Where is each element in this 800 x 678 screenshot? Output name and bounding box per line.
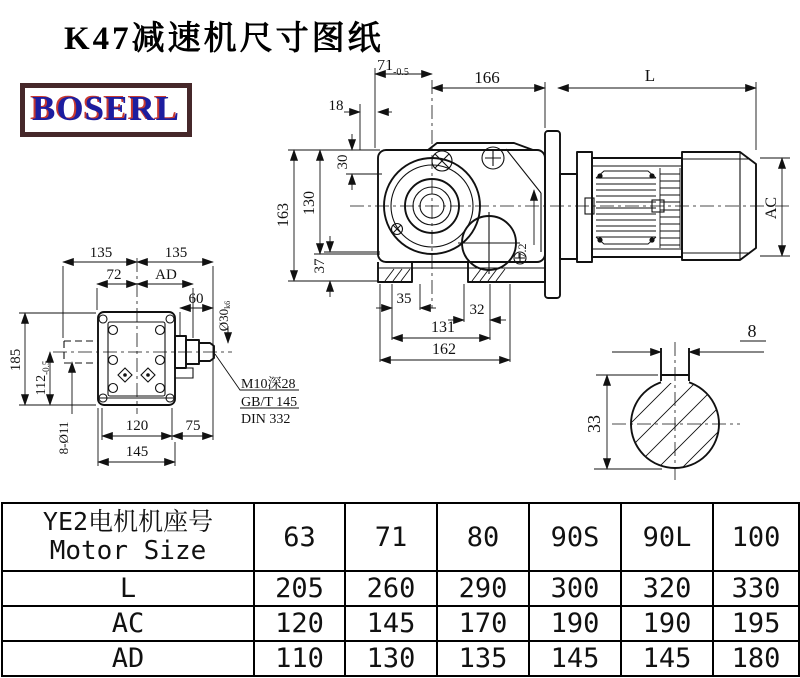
shaft-section: [584, 321, 794, 500]
dim-112-tol: -0.5: [41, 360, 51, 375]
technical-drawing: [0, 60, 800, 500]
L-90S: 300: [529, 571, 621, 606]
L-63: 205: [254, 571, 345, 606]
dim-35: [376, 284, 436, 340]
dimension-table: [1, 502, 800, 677]
motor-size-header-en: Motor Size: [49, 536, 207, 567]
dim-166: [432, 68, 545, 128]
size-col-71: 71: [345, 503, 437, 571]
dim-162-label: 162: [432, 341, 456, 358]
AC-63: 120: [254, 606, 345, 641]
dim-185-label: 185: [8, 348, 24, 372]
dim-112: [34, 352, 51, 405]
AD-90L: 145: [621, 641, 713, 676]
L-80: 290: [437, 571, 529, 606]
dim-32-label: 32: [469, 302, 485, 318]
dim-163-label: 163: [275, 203, 292, 227]
dim-30k6-label: [216, 301, 232, 331]
dim-33: [584, 375, 662, 469]
table-row-AD: [2, 641, 799, 676]
size-col-80: 80: [437, 503, 529, 571]
dim-7-2: [515, 190, 534, 259]
front-bolts: [99, 315, 174, 402]
gearbox-motor-flange: [545, 131, 560, 298]
motor-size-header-cn: YE2电机机座号: [42, 507, 214, 537]
dim-135-135: [63, 245, 213, 440]
L-71: 260: [345, 571, 437, 606]
dim-30k6-value: Ø30: [216, 308, 231, 332]
dim-120-75: [102, 408, 213, 440]
dim-AC-label: AC: [763, 196, 780, 220]
dim-71-value: 71: [377, 60, 394, 74]
housing-top-boss: [428, 143, 533, 150]
adapter-neck: [560, 174, 577, 259]
size-col-90S: 90S: [529, 503, 621, 571]
dim-135-left-label: 135: [89, 245, 113, 261]
dim-131: [392, 319, 490, 338]
dim-AC: [760, 158, 790, 256]
AD-90S: 145: [529, 641, 621, 676]
dim-72-label: 72: [106, 267, 122, 283]
dim-131-label: 131: [431, 319, 455, 336]
note-gbt145: GB/T 145: [241, 395, 298, 410]
side-view: [275, 60, 790, 362]
dim-37: [312, 236, 380, 297]
AD-80: 135: [437, 641, 529, 676]
dim-166-label: 166: [474, 68, 500, 87]
dim-8d11-label: 8-Ø11: [56, 421, 71, 455]
dim-71-label: [377, 60, 409, 78]
AD-63: 110: [254, 641, 345, 676]
dim-120-label: 120: [125, 418, 149, 434]
dim-L-label: L: [644, 66, 656, 85]
dim-7-2-label: 7.2: [515, 243, 529, 259]
page-title: K47减速机尺寸图纸: [64, 21, 384, 57]
size-col-63: 63: [254, 503, 345, 571]
AC-90S: 190: [529, 606, 621, 641]
row-label-AC: AC: [2, 606, 254, 641]
dim-185: [8, 313, 96, 405]
motor-body: [592, 158, 682, 257]
row-label-AD: AD: [2, 641, 254, 676]
front-view: [8, 245, 299, 466]
dimension-table-wrap: [1, 502, 798, 677]
table-row-AC: [2, 606, 799, 641]
front-output-shaft: [175, 336, 214, 378]
dim-30k6: [216, 301, 232, 343]
L-90L: 320: [621, 571, 713, 606]
L-100: 330: [713, 571, 799, 606]
dim-33-label: 33: [584, 415, 604, 433]
brand-logo-text: BOSERL: [32, 89, 180, 128]
dim-71-tol: -0.5: [393, 67, 409, 78]
dim-30k6-tol: k6: [223, 300, 232, 309]
dim-30-label: 30: [335, 154, 351, 170]
dim-AD-label: AD: [155, 267, 177, 283]
dim-37-label: 37: [312, 258, 328, 274]
table-header-row: [2, 503, 799, 571]
AD-100: 180: [713, 641, 799, 676]
dim-60: [180, 291, 213, 336]
AC-71: 145: [345, 606, 437, 641]
dim-key-8-label: 8: [747, 321, 757, 341]
note-m10: M10深28: [241, 377, 296, 392]
size-col-100: 100: [713, 503, 799, 571]
dim-135-right-label: 135: [164, 245, 188, 261]
dim-75-label: 75: [185, 418, 201, 434]
dim-112-label: [34, 360, 51, 395]
table-row-L: [2, 571, 799, 606]
housing-slope-line: [506, 149, 541, 252]
AC-100: 195: [713, 606, 799, 641]
shaft-hatch: [600, 330, 794, 500]
motor-size-header: [2, 503, 254, 571]
dim-60-label: 60: [188, 291, 204, 307]
shaft-end-notes: [215, 354, 299, 427]
AC-90L: 190: [621, 606, 713, 641]
dim-72-AD: [97, 267, 193, 338]
dim-112-value: 112: [34, 374, 49, 396]
note-din332: DIN 332: [241, 412, 291, 427]
row-label-L: L: [2, 571, 254, 606]
dim-32: [448, 284, 506, 340]
size-col-90L: 90L: [621, 503, 713, 571]
dim-145-label: 145: [125, 444, 149, 460]
dim-key-8: [612, 321, 766, 352]
AD-71: 130: [345, 641, 437, 676]
dim-8d11: [56, 362, 72, 454]
dim-145: [98, 408, 175, 466]
motor-fins: [596, 168, 680, 248]
dim-35-label: 35: [396, 291, 412, 307]
dim-18-label: 18: [328, 98, 344, 114]
dim-18: [329, 98, 393, 150]
AC-80: 170: [437, 606, 529, 641]
dim-71: [375, 60, 432, 148]
dim-130-label: 130: [301, 191, 318, 215]
dim-L: [558, 66, 756, 150]
